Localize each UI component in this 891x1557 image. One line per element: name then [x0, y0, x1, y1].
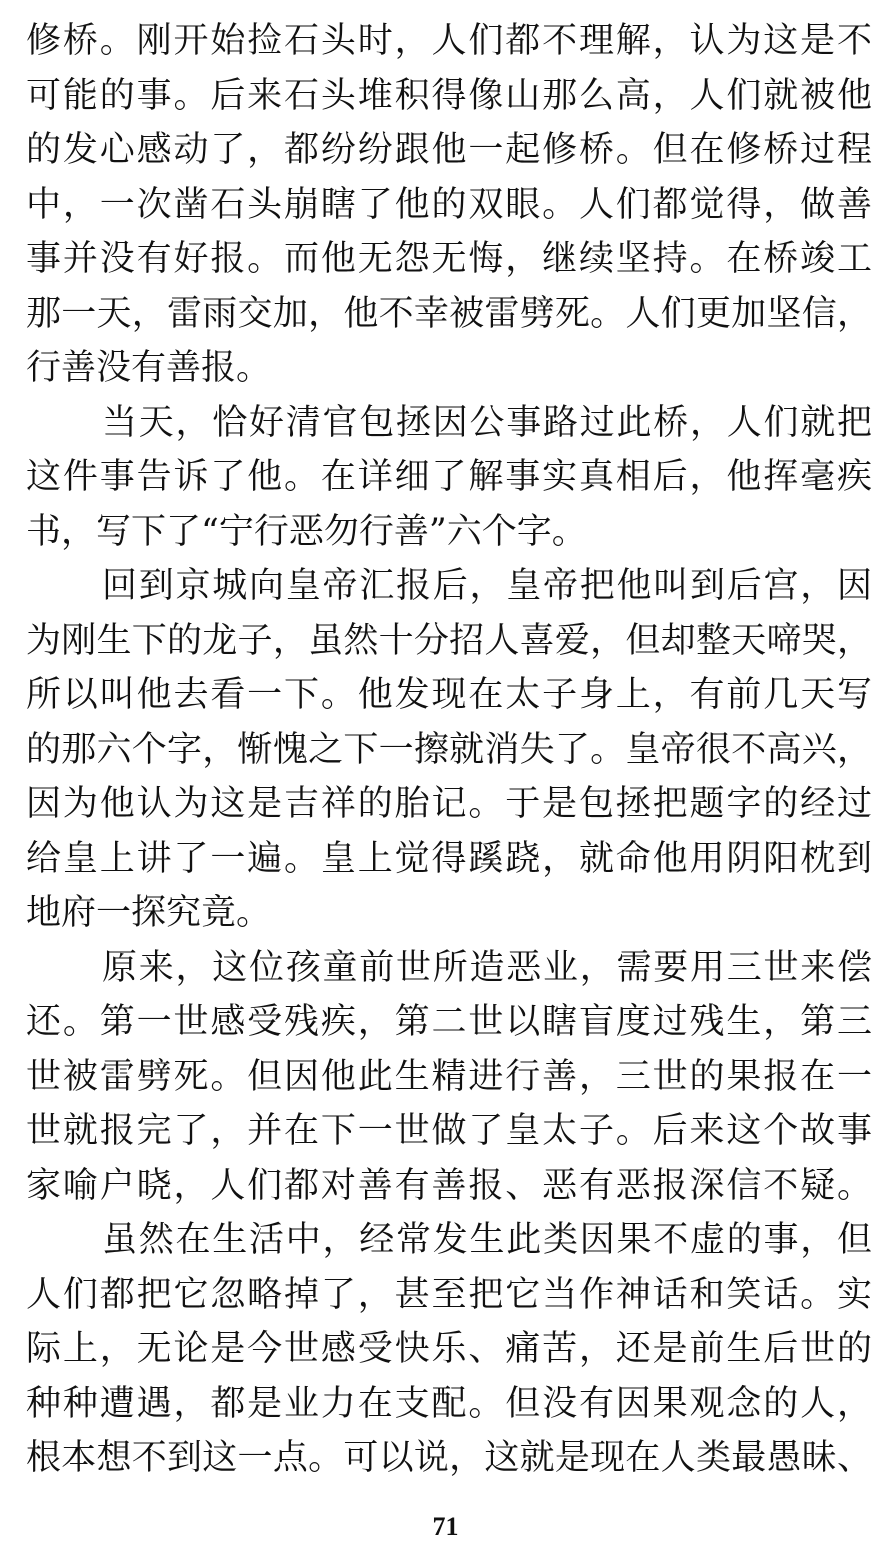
- text-line: 书，写下了“宁行恶勿行善”六个字。: [26, 511, 587, 552]
- text-line: 中，一次凿石头崩瞎了他的双眼。人们都觉得，做善: [26, 184, 872, 225]
- page-number: 71: [432, 1512, 459, 1541]
- text-line: 根本想不到这一点。可以说，这就是现在人类最愚昧、: [26, 1438, 872, 1478]
- text-line: 修桥。刚开始捡石头时，人们都不理解，认为这是不: [26, 21, 872, 61]
- text-line: 种种遭遇，都是业力在支配。但没有因果观念的人，: [26, 1383, 872, 1424]
- text-line: 可能的事。后来石头堆积得像山那么高，人们就被他: [26, 75, 872, 116]
- paragraph-first-line: 回到京城向皇帝汇报后，皇帝把他叫到后宫，因: [102, 566, 872, 606]
- body-text: [26, 14, 872, 1486]
- text-line: 为刚生下的龙子，虽然十分招人喜爱，但却整天啼哭，: [26, 620, 872, 661]
- text-line: 还。第一世感受残疾，第二世以瞎盲度过残生，第三: [26, 1002, 872, 1042]
- text-line: 这件事告诉了他。在详细了解事实真相后，他挥毫疾: [26, 457, 872, 497]
- text-line: 那一天，雷雨交加，他不幸被雷劈死。人们更加坚信，: [26, 293, 872, 334]
- text-line: 的发心感动了，都纷纷跟他一起修桥。但在修桥过程: [26, 130, 872, 170]
- text-line: 世就报完了，并在下一世做了皇太子。后来这个故事: [26, 1111, 872, 1151]
- text-line: 家喻户晓，人们都对善有善报、恶有恶报深信不疑。: [26, 1165, 872, 1206]
- text-line: 给皇上讲了一遍。皇上觉得蹊跷，就命他用阴阳枕到: [26, 838, 872, 879]
- text-line: 的那六个字，惭愧之下一擦就消失了。皇帝很不高兴，: [26, 729, 872, 770]
- text-line: 事并没有好报。而他无怨无悔，继续坚持。在桥竣工: [26, 239, 872, 279]
- text-line: 际上，无论是今世感受快乐、痛苦，还是前生后世的: [26, 1329, 872, 1369]
- text-line: 所以叫他去看一下。他发现在太子身上，有前几天写: [26, 675, 872, 715]
- text-line: 世被雷劈死。但因他此生精进行善，三世的果报在一: [26, 1056, 872, 1097]
- text-line: 人们都把它忽略掉了，甚至把它当作神话和笑话。实: [26, 1274, 872, 1315]
- paragraph-first-line: 当天，恰好清官包拯因公事路过此桥，人们就把: [102, 402, 872, 443]
- paragraph-first-line: 原来，这位孩童前世所造恶业，需要用三世来偿: [102, 947, 872, 988]
- paragraph-first-line: 虽然在生活中，经常发生此类因果不虚的事，但: [102, 1220, 872, 1260]
- text-line: 地府一探究竟。: [26, 893, 272, 933]
- text-line: 行善没有善报。: [26, 348, 272, 388]
- text-line: 因为他认为这是吉祥的胎记。于是包拯把题字的经过: [26, 784, 872, 824]
